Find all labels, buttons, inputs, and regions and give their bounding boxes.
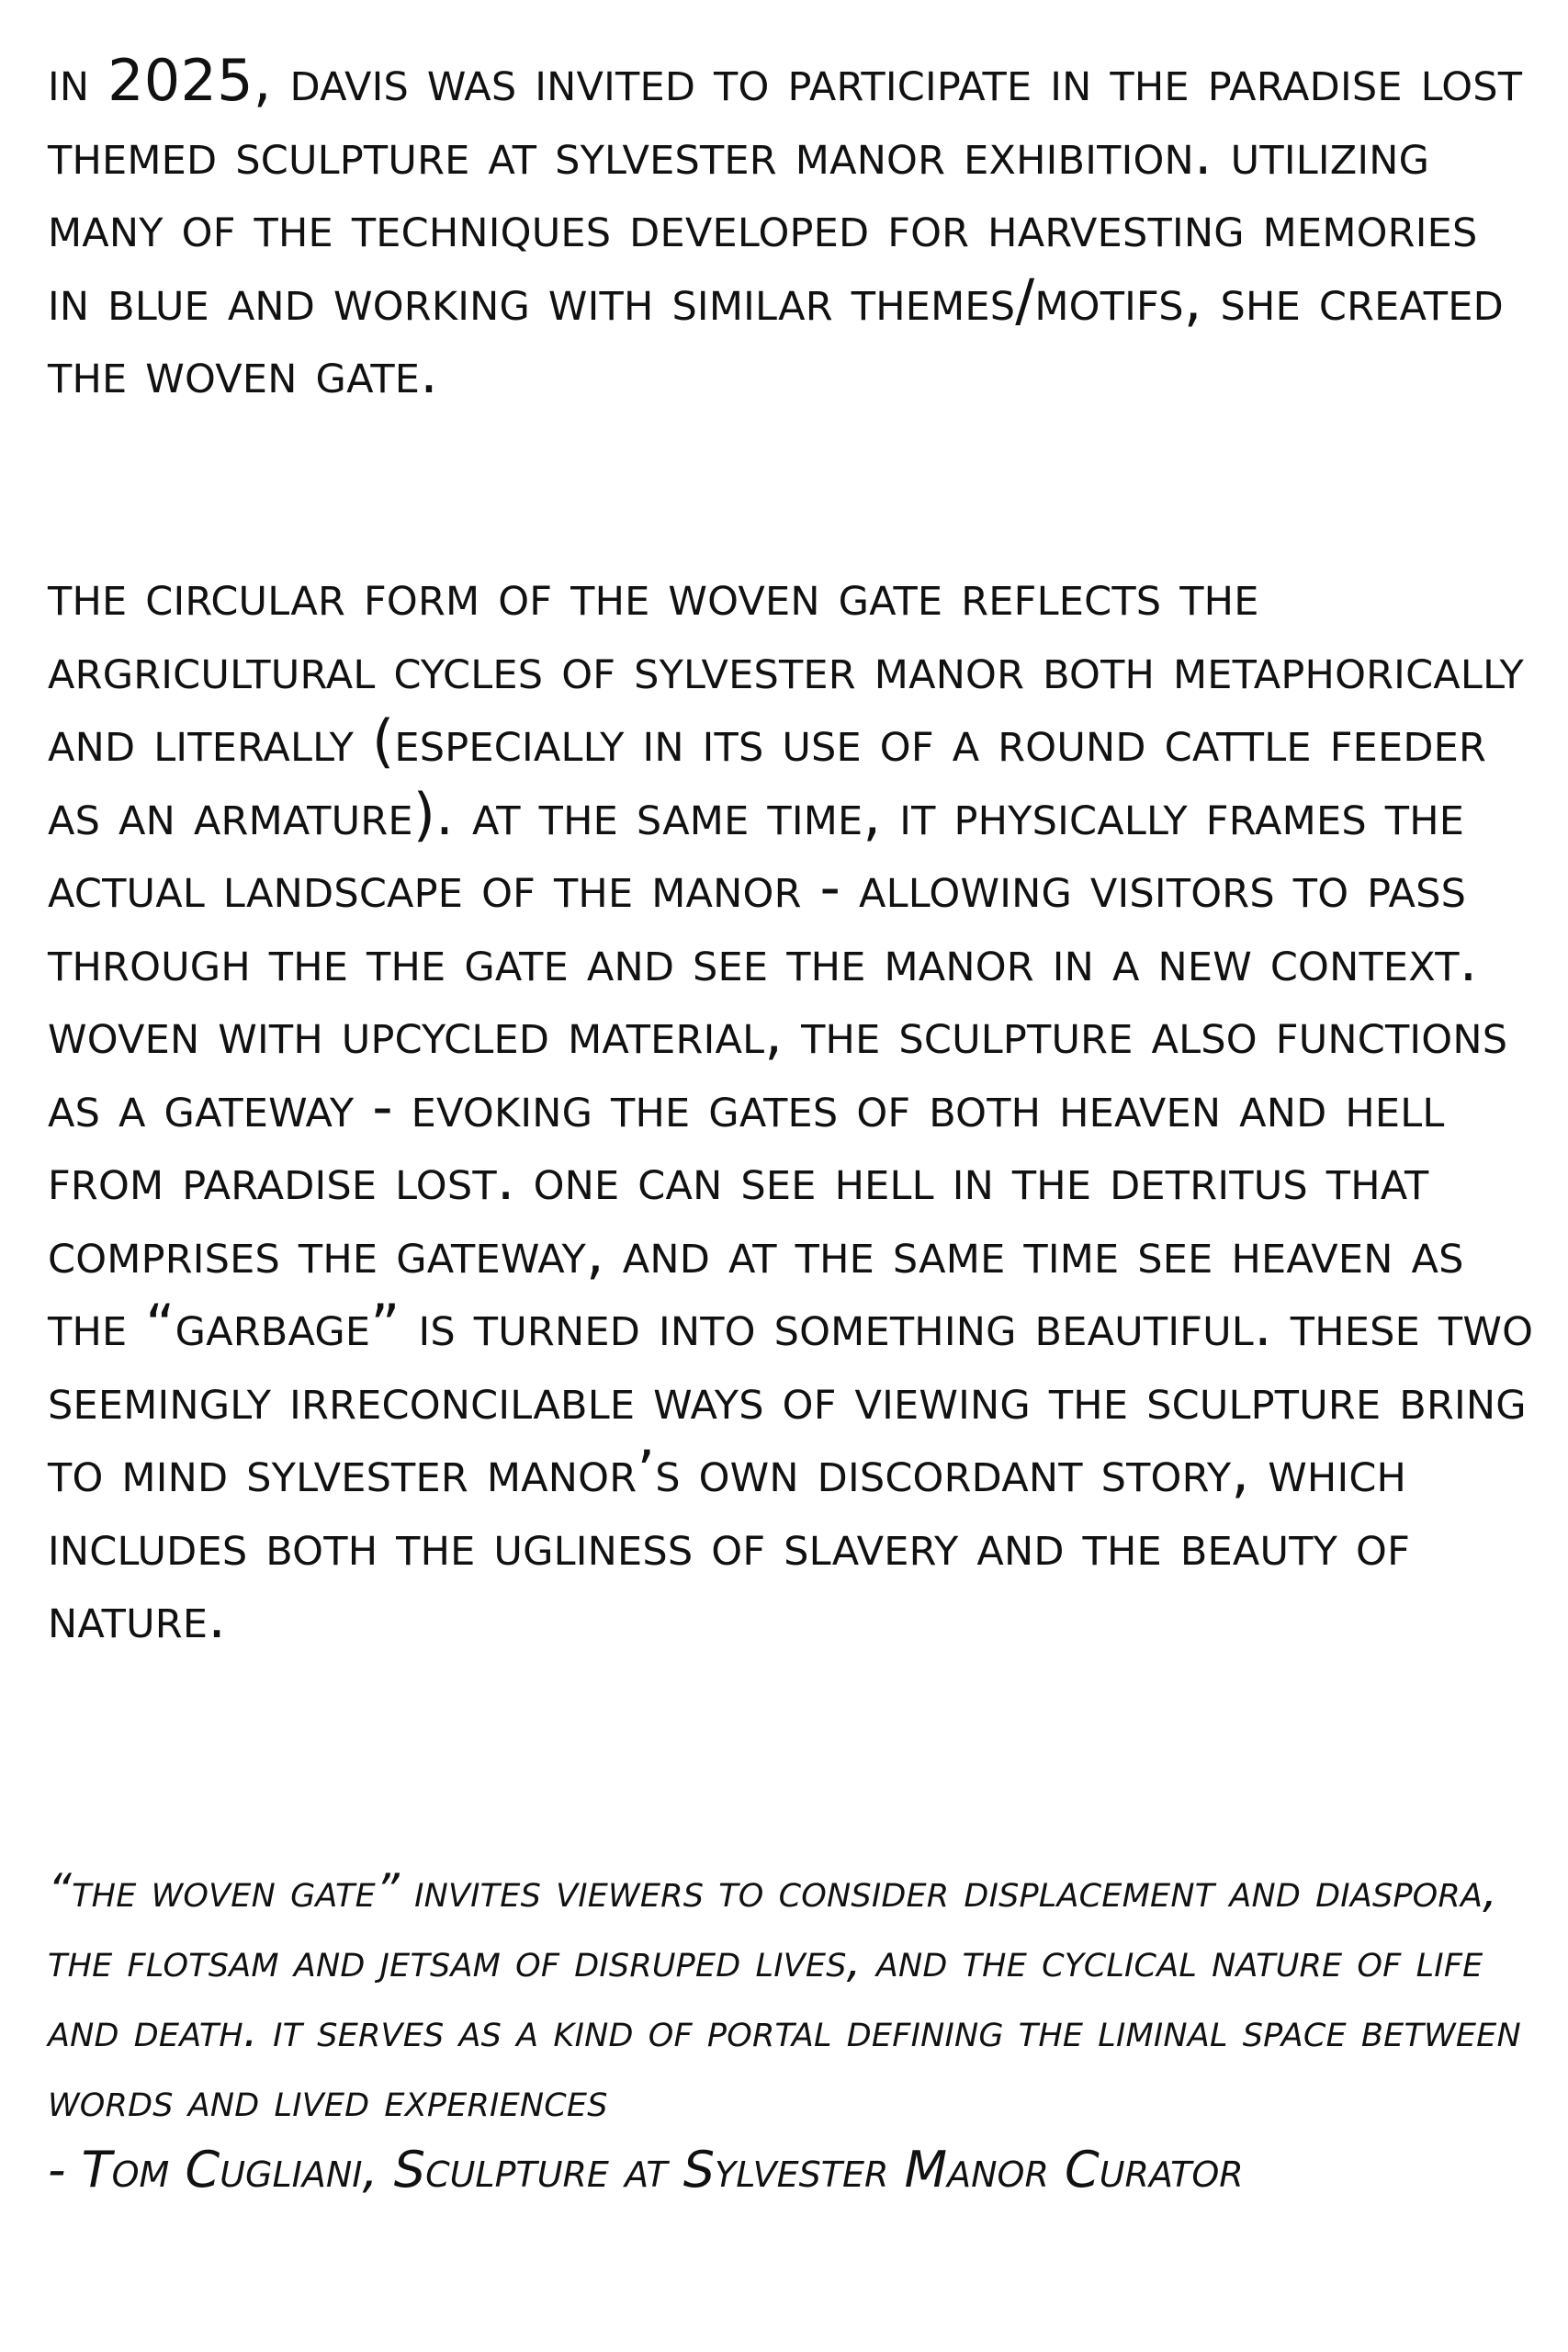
paragraph-2: the circular form of the woven gate reflects the argricultural cycles of sylvester manor both metaphorically and literally (especially in its use of a round cattle feeder as an armature). at the same time, it physically frames the actual landscape of the manor - allowing visitors to pass through the the gate and see the manor in a new context. woven with upcycled material, the sculpture also functions as a gateway - evoking the gates of both heaven and hell from paradise lost. one can see hell in the detritus that comprises the gateway, and at the same time see heaven as the “garbage” is turned into something beautiful. these two seemingly irreconcilable ways of viewing the sculpture bring to mind sylvester manor’s own discordant story, which includes both the ugliness of slavery and the beauty of nature. <box>48 561 1534 1651</box>
curator-quote: “the woven gate” invites viewers to consider displacement and diaspora, the flotsam and jetsam of disruped lives, and the cyclical nature of life and death. it serves as a kind of portal defining the liminal space between words and lived experiences <box>48 1864 1521 2127</box>
quote-attribution: - Tom Cugliani, Sculpture at Sylvester Manor Curator <box>48 2141 1244 2199</box>
paragraph-1: in 2025, davis was invited to participate in the paradise lost themed sculpture at sylvester manor exhibition. utilizing many of the techniques developed for harvesting memories in blue and working with similar themes/motifs, she created the woven gate. <box>48 47 1523 406</box>
